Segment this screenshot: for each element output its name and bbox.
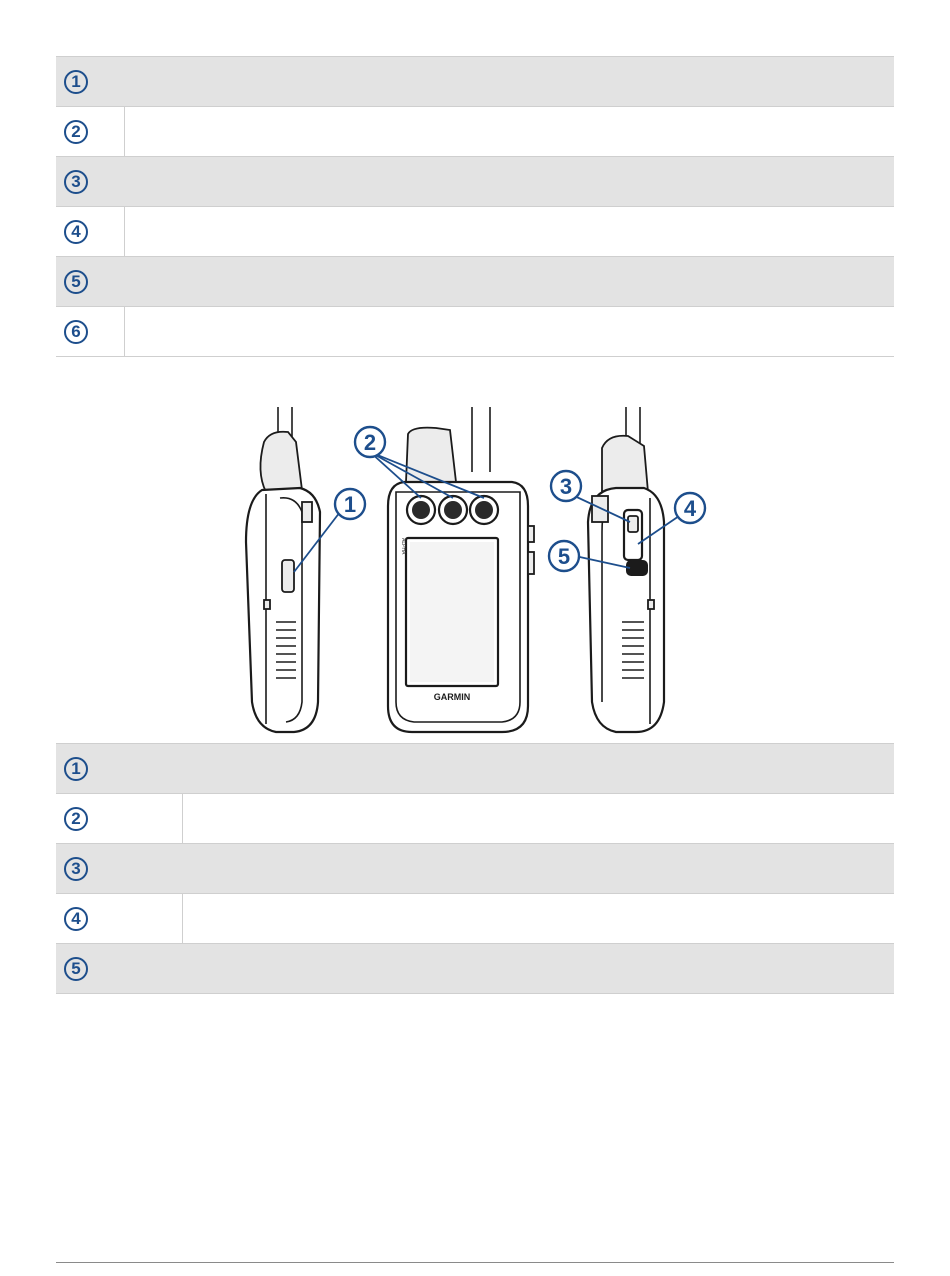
table-row [56,57,894,107]
table-row [56,894,894,944]
table-row [56,107,894,157]
callout-number: 4 [64,907,88,931]
device-illustration [236,402,716,734]
callout-3 [551,471,581,501]
callout-description [125,207,895,257]
device-right-side [588,407,664,732]
device-front [388,407,534,732]
table-row [56,307,894,357]
callout-4 [675,493,705,523]
callout-number: 1 [64,757,88,781]
model-label: ALPHA [400,538,406,555]
table-row [56,157,894,207]
table-row [56,844,894,894]
footer-divider [56,1262,894,1263]
callout-1 [335,489,365,519]
callout-number: 3 [64,170,88,194]
callout-description [125,107,895,157]
callout-description [183,894,895,944]
table-row [56,207,894,257]
svg-text:1: 1 [343,492,357,517]
table-row [56,744,894,794]
svg-text:3: 3 [559,474,573,499]
callout-number: 4 [64,220,88,244]
callout-5 [549,541,579,571]
table-row [56,794,894,844]
callout-number: 5 [64,957,88,981]
table-row [56,944,894,994]
callout-number: 5 [64,270,88,294]
callout-table-bottom [56,743,894,994]
callout-table-top [56,56,894,357]
callout-number: 3 [64,857,88,881]
callout-number: 6 [64,320,88,344]
callout-number: 2 [64,807,88,831]
callout-number: 1 [64,70,88,94]
callout-description [183,794,895,844]
brand-logo: GARMIN [433,692,471,702]
device-left-side [246,407,320,732]
callout-2 [355,427,385,457]
table-row [56,257,894,307]
svg-text:4: 4 [683,496,697,521]
callout-number: 2 [64,120,88,144]
svg-text:2: 2 [363,430,377,455]
callout-description [125,307,895,357]
svg-text:5: 5 [557,544,571,569]
